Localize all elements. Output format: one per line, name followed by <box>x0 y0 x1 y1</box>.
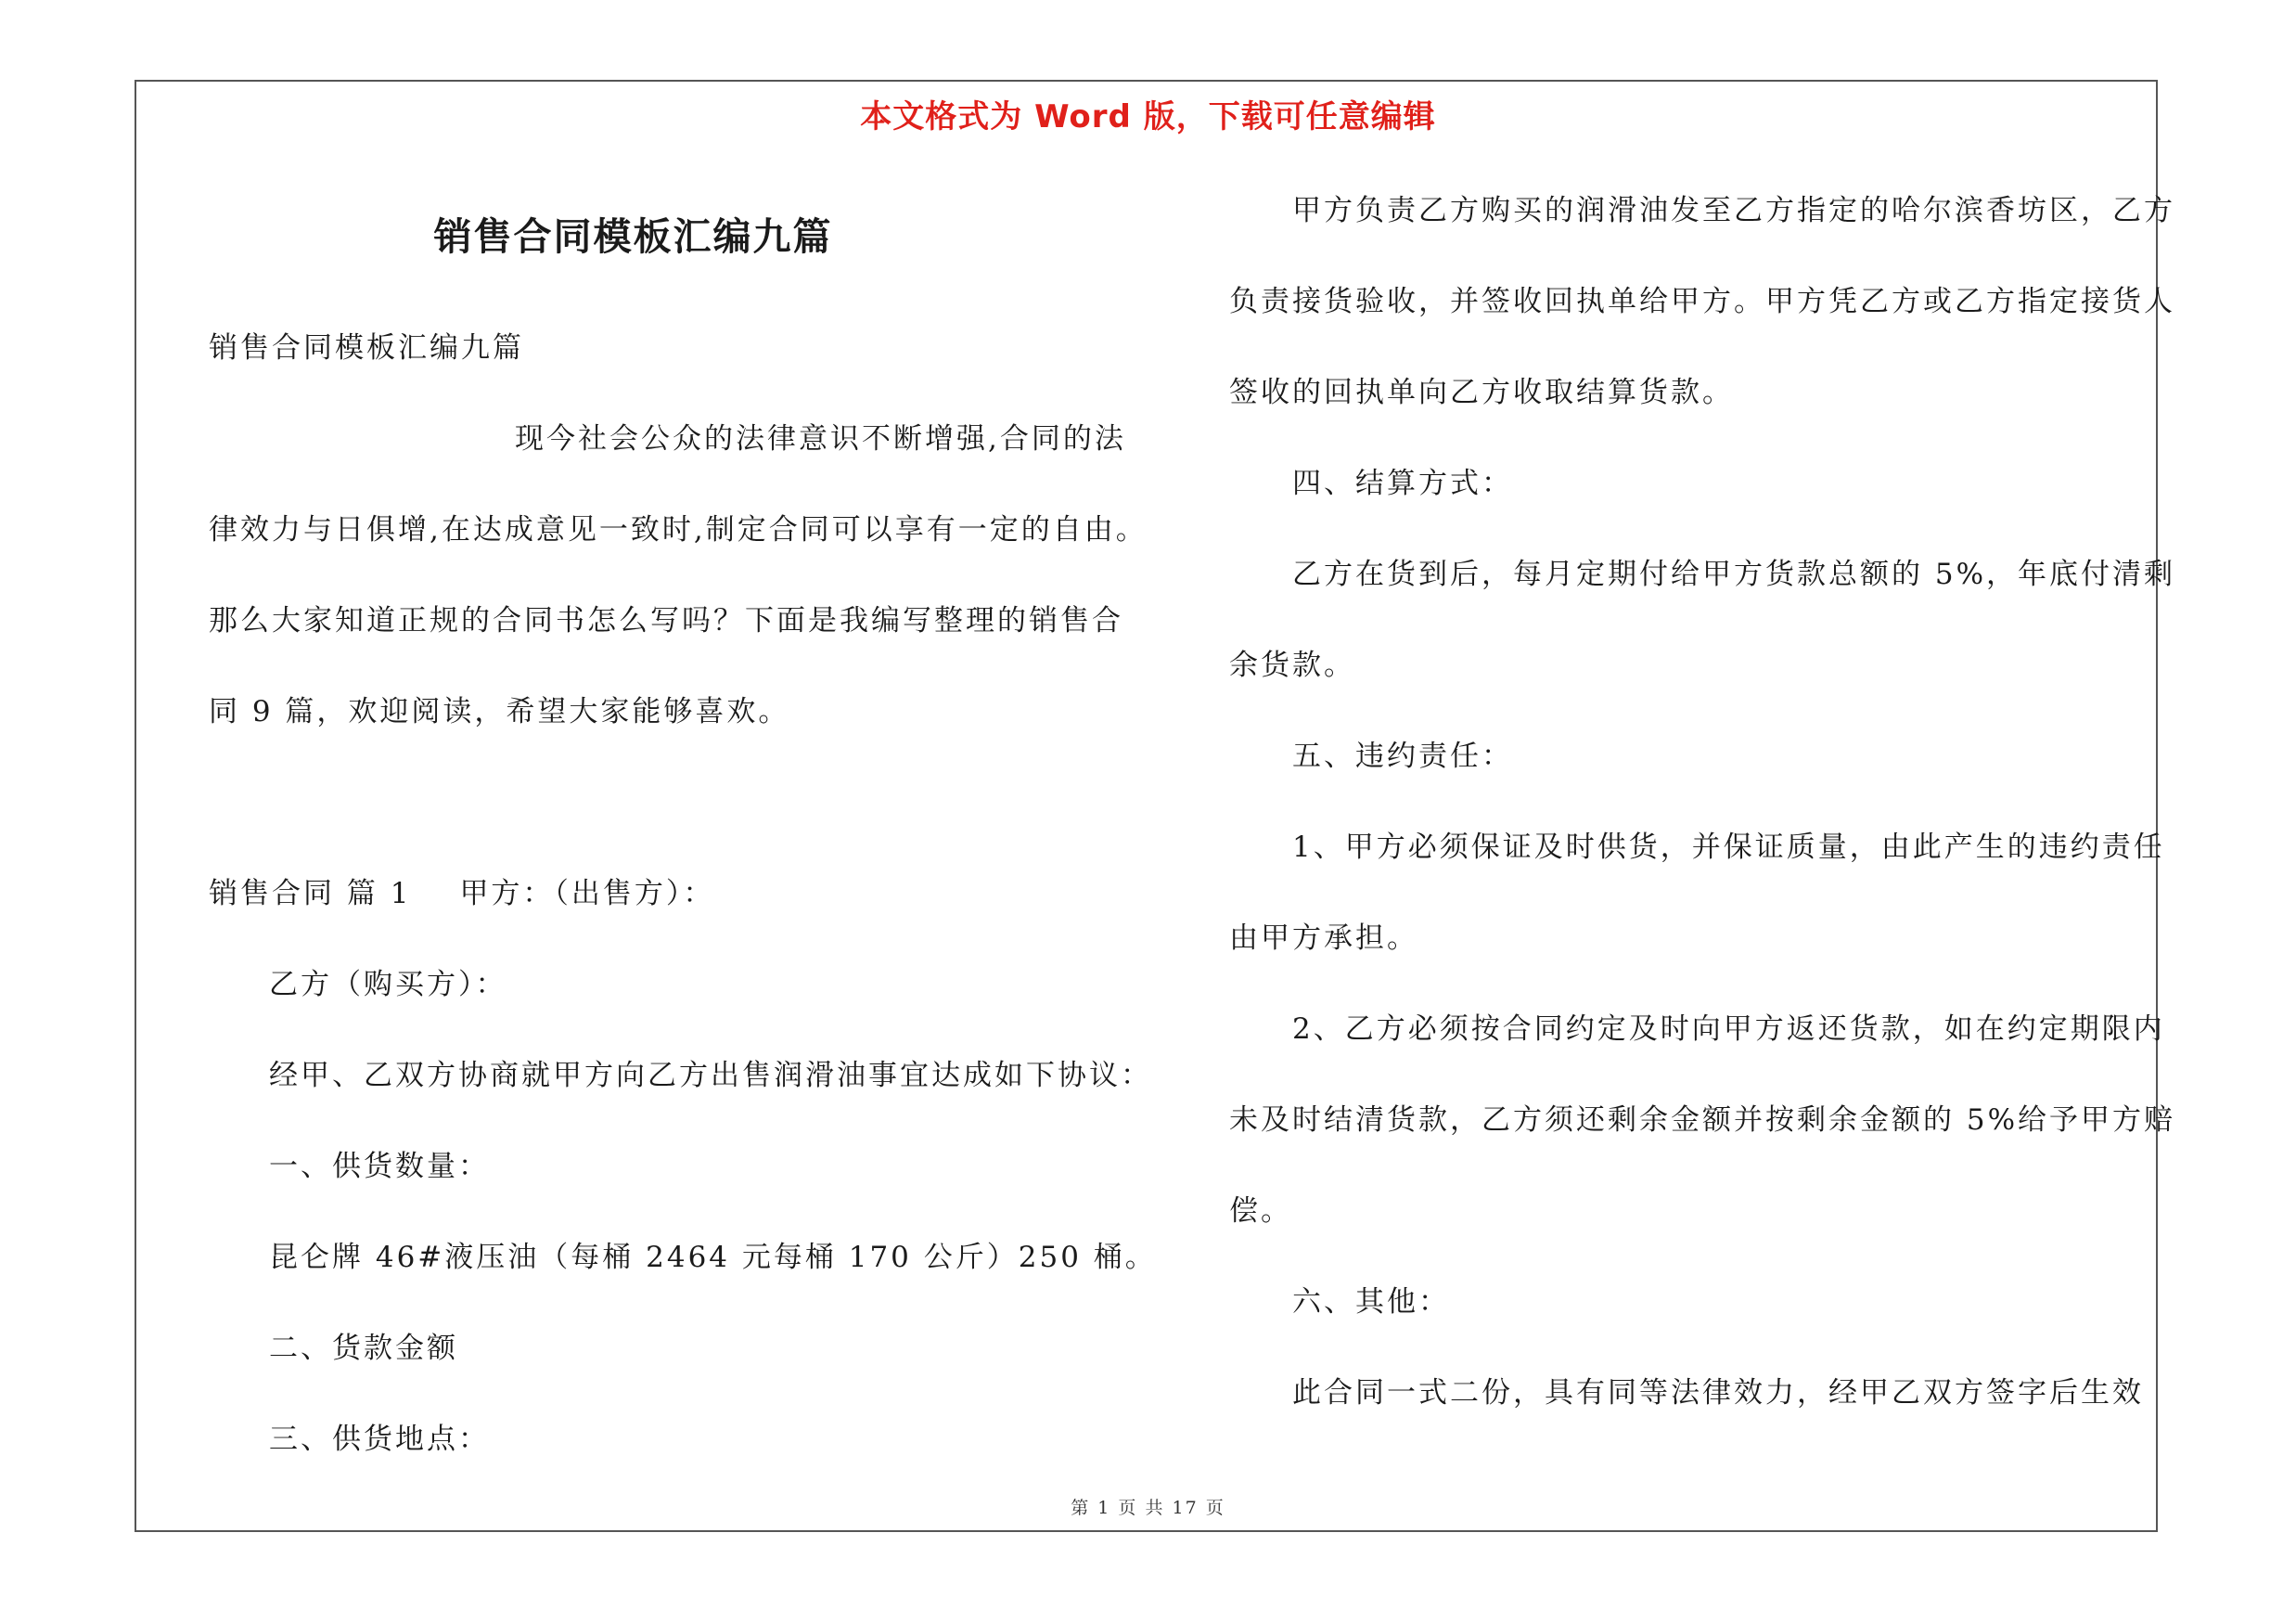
contract-paragraph: 未及时结清货款，乙方须还剩余金额并按剩余金额的 5%给予甲方赔 <box>1229 1103 2176 1137</box>
contract-paragraph: 二、货款金额 <box>269 1332 458 1365</box>
contract-paragraph: 负责接货验收，并签收回执单给甲方。甲方凭乙方或乙方指定接货人 <box>1229 285 2175 318</box>
contract-paragraph: 五、违约责任： <box>1292 740 1513 773</box>
contract-paragraph: 偿。 <box>1229 1194 1292 1228</box>
contract-paragraph: 一、供货数量： <box>269 1150 490 1183</box>
party-a-label: 甲方：（出售方）： <box>459 877 715 910</box>
contract-paragraph: 2、乙方必须按合同约定及时向甲方返还货款，如在约定期限内 <box>1292 1012 2165 1046</box>
contract-paragraph: 余货款。 <box>1229 649 1355 682</box>
intro-line: 那么大家知道正规的合同书怎么写吗？下面是我编写整理的销售合 <box>209 604 1123 638</box>
contract-paragraph: 六、其他： <box>1292 1285 1450 1319</box>
contract-paragraph: 由甲方承担。 <box>1229 921 1418 955</box>
contract-paragraph: 甲方负责乙方购买的润滑油发至乙方指定的哈尔滨香坊区，乙方 <box>1292 194 2175 227</box>
intro-line: 现今社会公众的法律意识不断增强,合同的法 <box>515 422 1126 456</box>
contract-paragraph: 三、供货地点： <box>269 1423 490 1456</box>
intro-line: 同 9 篇，欢迎阅读，希望大家能够喜欢。 <box>209 695 790 728</box>
intro-line: 律效力与日俱增,在达成意见一致时,制定合同可以享有一定的自由。 <box>209 513 1148 547</box>
editable-banner: 本文格式为 Word 版，下载可任意编辑 <box>860 98 1436 135</box>
section-label: 销售合同 篇 1 <box>209 877 412 910</box>
contract-paragraph: 四、结算方式： <box>1292 467 1513 500</box>
contract-paragraph: 1、甲方必须保证及时供货，并保证质量，由此产生的违约责任 <box>1292 831 2165 864</box>
document-title: 销售合同模板汇编九篇 <box>433 214 833 259</box>
contract-paragraph: 此合同一式二份，具有同等法律效力，经甲乙双方签字后生效 <box>1292 1376 2144 1410</box>
contract-paragraph: 乙方在货到后，每月定期付给甲方货款总额的 5%，年底付清剩 <box>1292 558 2176 591</box>
left-subtitle: 销售合同模板汇编九篇 <box>209 331 524 365</box>
page-number-footer: 第 1 页 共 17 页 <box>1071 1498 1225 1518</box>
section-heading <box>209 875 714 912</box>
contract-paragraph: 经甲、乙双方协商就甲方向乙方出售润滑油事宜达成如下协议： <box>269 1059 1152 1092</box>
contract-paragraph: 昆仑牌 46#液压油（每桶 2464 元每桶 170 公斤）250 桶。 <box>269 1241 1157 1274</box>
contract-paragraph: 签收的回执单向乙方收取结算货款。 <box>1229 376 1734 409</box>
contract-paragraph: 乙方（购买方）： <box>269 968 507 1001</box>
